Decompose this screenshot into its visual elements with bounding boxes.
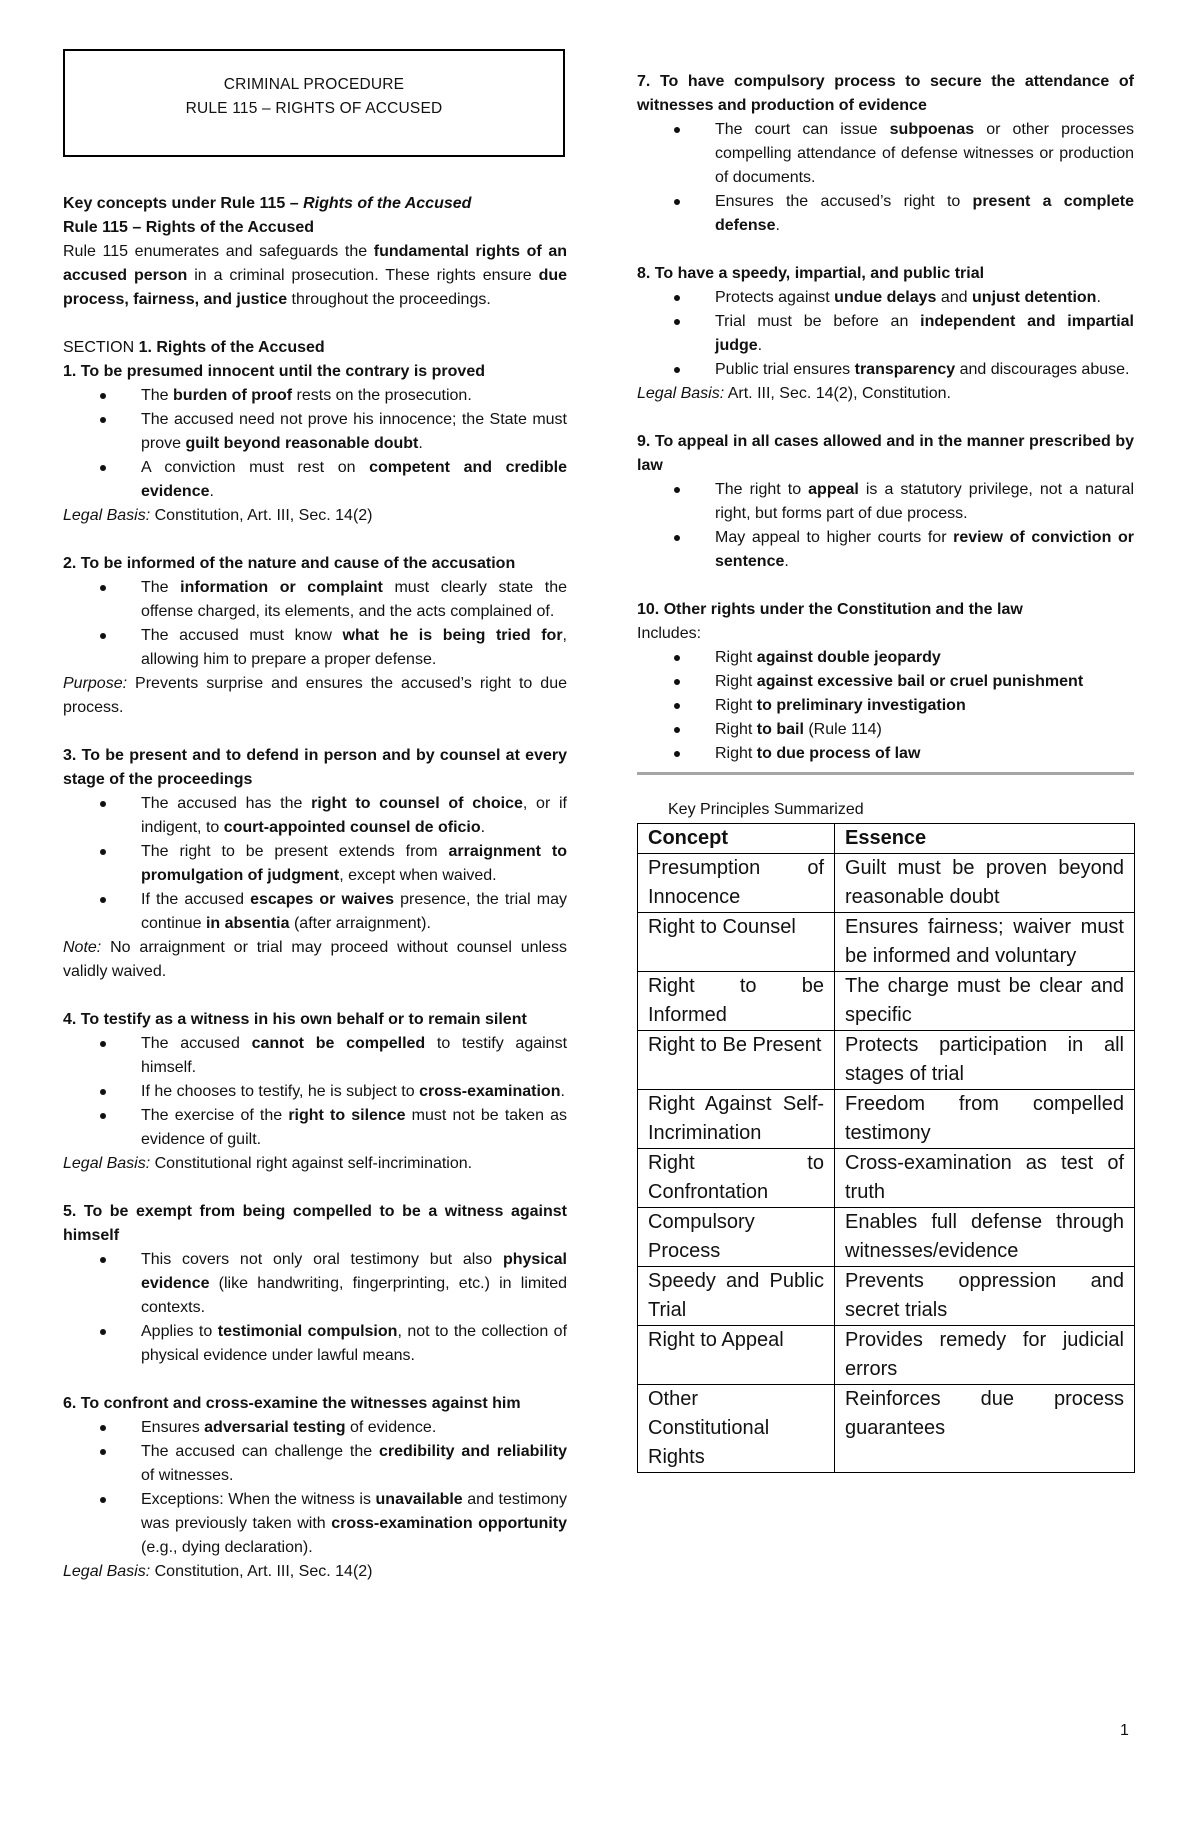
concept-cell: Compulsory Process — [638, 1208, 835, 1267]
right-8-section — [637, 262, 1134, 406]
list-item: The accused can challenge the credibility and reliability of witnesses. — [63, 1440, 567, 1488]
list-item: Right to due process of law — [637, 742, 1134, 766]
legal-basis: Legal Basis: Constitutional right against self-incrimination. — [63, 1155, 473, 1172]
table-row — [638, 1090, 1135, 1149]
essence-cell: Prevents oppression and secret trials — [835, 1267, 1135, 1326]
list-item: Ensures adversarial testing of evidence. — [63, 1416, 567, 1440]
right-1-bullets — [63, 384, 567, 504]
essence-cell: Cross-examination as test of truth — [835, 1149, 1135, 1208]
right-7-section — [637, 70, 1134, 238]
right-9-section — [637, 430, 1134, 574]
includes-label: Includes: — [637, 625, 702, 642]
list-item: If he chooses to testify, he is subject to cross-examination. — [63, 1080, 567, 1104]
list-item: If the accused escapes or waives presence, the trial may continue in absentia (after arraignment). — [63, 888, 567, 936]
right-10-heading: 10. Other rights under the Constitution and the law — [637, 601, 1023, 618]
column-header-concept: Concept — [638, 824, 835, 854]
right-4-heading: 4. To testify as a witness in his own behalf or to remain silent — [63, 1011, 527, 1028]
list-item: The right to appeal is a statutory privilege, not a natural right, but forms part of due process. — [637, 478, 1134, 526]
table-row — [638, 1208, 1135, 1267]
rule-heading: Rule 115 – Rights of the Accused — [63, 219, 315, 236]
right-1-heading: 1. To be presumed innocent until the contrary is proved — [63, 363, 485, 380]
right-5-bullets — [63, 1248, 567, 1368]
section-heading: SECTION 1. Rights of the Accused — [63, 339, 325, 356]
right-5-heading: 5. To be exempt from being compelled to be a witness against himself — [63, 1203, 567, 1244]
essence-cell: Protects participation in all stages of trial — [835, 1031, 1135, 1090]
right-3-section — [63, 744, 567, 984]
list-item: May appeal to higher courts for review of conviction or sentence. — [637, 526, 1134, 574]
right-2-heading: 2. To be informed of the nature and cause of the accusation — [63, 555, 516, 572]
list-item: The accused has the right to counsel of choice, or if indigent, to court-appointed counsel de oficio. — [63, 792, 567, 840]
section-divider — [637, 772, 1134, 775]
column-header-essence: Essence — [835, 824, 1135, 854]
list-item: The accused need not prove his innocence; the State must prove guilt beyond reasonable doubt. — [63, 408, 567, 456]
purpose-note: Purpose: Prevents surprise and ensures the accused’s right to due process. — [63, 675, 567, 716]
right-9-bullets — [637, 478, 1134, 574]
concept-cell: Right Against Self-Incrimination — [638, 1090, 835, 1149]
list-item: The accused cannot be compelled to testify against himself. — [63, 1032, 567, 1080]
right-6-bullets — [63, 1416, 567, 1560]
essence-cell: Ensures fairness; waiver must be informed and voluntary — [835, 913, 1135, 972]
list-item: The information or complaint must clearly state the offense charged, its elements, and the acts complained of. — [63, 576, 567, 624]
right-6-section — [63, 1392, 567, 1584]
right-2-section — [63, 552, 567, 720]
list-item: The right to be present extends from arraignment to promulgation of judgment, except when waived. — [63, 840, 567, 888]
right-8-heading: 8. To have a speedy, impartial, and public trial — [637, 265, 985, 282]
table-header-row — [638, 824, 1135, 854]
legal-basis: Legal Basis: Constitution, Art. III, Sec. 14(2) — [63, 1563, 373, 1580]
intro-section — [63, 192, 567, 360]
right-7-bullets — [637, 118, 1134, 238]
concept-cell: Right to be Informed — [638, 972, 835, 1031]
right-5-section — [63, 1200, 567, 1368]
right-4-bullets — [63, 1032, 567, 1152]
concept-cell: Speedy and Public Trial — [638, 1267, 835, 1326]
left-column — [63, 0, 567, 1584]
right-10-section — [637, 598, 1134, 766]
table-row — [638, 913, 1135, 972]
table-row — [638, 972, 1135, 1031]
table-row — [638, 1031, 1135, 1090]
list-item: Public trial ensures transparency and discourages abuse. — [637, 358, 1134, 382]
list-item: Exceptions: When the witness is unavailable and testimony was previously taken with cross-examination opportunity (e.g., dying declaration). — [63, 1488, 567, 1560]
right-8-bullets — [637, 286, 1134, 382]
list-item: A conviction must rest on competent and credible evidence. — [63, 456, 567, 504]
essence-cell: Guilt must be proven beyond reasonable doubt — [835, 854, 1135, 913]
list-item: Right against excessive bail or cruel punishment — [637, 670, 1134, 694]
right-1-section — [63, 360, 567, 528]
right-3-heading: 3. To be present and to defend in person and by counsel at every stage of the proceedings — [63, 747, 567, 788]
key-principles-table — [637, 823, 1135, 1473]
essence-cell: Reinforces due process guarantees — [835, 1385, 1135, 1473]
list-item: The accused must know what he is being tried for, allowing him to prepare a proper defense. — [63, 624, 567, 672]
concept-cell: Right to Counsel — [638, 913, 835, 972]
page-number: 1 — [1120, 1722, 1129, 1739]
right-9-heading: 9. To appeal in all cases allowed and in the manner prescribed by law — [637, 433, 1134, 474]
essence-cell: The charge must be clear and specific — [835, 972, 1135, 1031]
list-item: The exercise of the right to silence must not be taken as evidence of guilt. — [63, 1104, 567, 1152]
list-item: Right to preliminary investigation — [637, 694, 1134, 718]
list-item: The court can issue subpoenas or other processes compelling attendance of defense witnesses or production of documents. — [637, 118, 1134, 190]
table-caption: Key Principles Summarized — [668, 801, 864, 818]
list-item: Ensures the accused’s right to present a complete defense. — [637, 190, 1134, 238]
concept-cell: Right to Be Present — [638, 1031, 835, 1090]
list-item: Protects against undue delays and unjust detention. — [637, 286, 1134, 310]
intro-paragraph: Rule 115 enumerates and safeguards the fundamental rights of an accused person in a criminal prosecution. These rights ensure due process, fairness, and justice throughout the proceedings. — [63, 243, 568, 308]
legal-basis: Legal Basis: Constitution, Art. III, Sec. 14(2) — [63, 507, 373, 524]
list-item: Applies to testimonial compulsion, not to the collection of physical evidence under lawful means. — [63, 1320, 567, 1368]
essence-cell: Freedom from compelled testimony — [835, 1090, 1135, 1149]
right-4-section — [63, 1008, 567, 1176]
document-subtitle: RULE 115 – RIGHTS OF ACCUSED — [185, 100, 443, 117]
table-row — [638, 1326, 1135, 1385]
right-column — [637, 0, 1134, 1473]
right-2-bullets — [63, 576, 567, 672]
list-item: The burden of proof rests on the prosecution. — [63, 384, 567, 408]
list-item: This covers not only oral testimony but also physical evidence (like handwriting, fingerprinting, etc.) in limited contexts. — [63, 1248, 567, 1320]
list-item: Trial must be before an independent and impartial judge. — [637, 310, 1134, 358]
legal-basis: Legal Basis: Art. III, Sec. 14(2), Constitution. — [637, 385, 951, 402]
essence-cell: Enables full defense through witnesses/evidence — [835, 1208, 1135, 1267]
concept-cell: Other Constitutional Rights — [638, 1385, 835, 1473]
right-10-bullets — [637, 646, 1134, 766]
table-row — [638, 1385, 1135, 1473]
concept-cell: Right to Appeal — [638, 1326, 835, 1385]
list-item: Right against double jeopardy — [637, 646, 1134, 670]
right-7-heading: 7. To have compulsory process to secure the attendance of witnesses and production of evidence — [637, 73, 1134, 114]
document-title: CRIMINAL PROCEDURE — [223, 76, 405, 93]
key-concepts-line: Key concepts under Rule 115 – Rights of the Accused — [63, 195, 472, 212]
table-row — [638, 1267, 1135, 1326]
concept-cell: Presumption of Innocence — [638, 854, 835, 913]
right-6-heading: 6. To confront and cross-examine the witnesses against him — [63, 1395, 521, 1412]
note: Note: No arraignment or trial may proceed without counsel unless validly waived. — [63, 939, 567, 980]
table-row — [638, 854, 1135, 913]
right-3-bullets — [63, 792, 567, 936]
list-item: Right to bail (Rule 114) — [637, 718, 1134, 742]
concept-cell: Right to Confrontation — [638, 1149, 835, 1208]
table-row — [638, 1149, 1135, 1208]
essence-cell: Provides remedy for judicial errors — [835, 1326, 1135, 1385]
